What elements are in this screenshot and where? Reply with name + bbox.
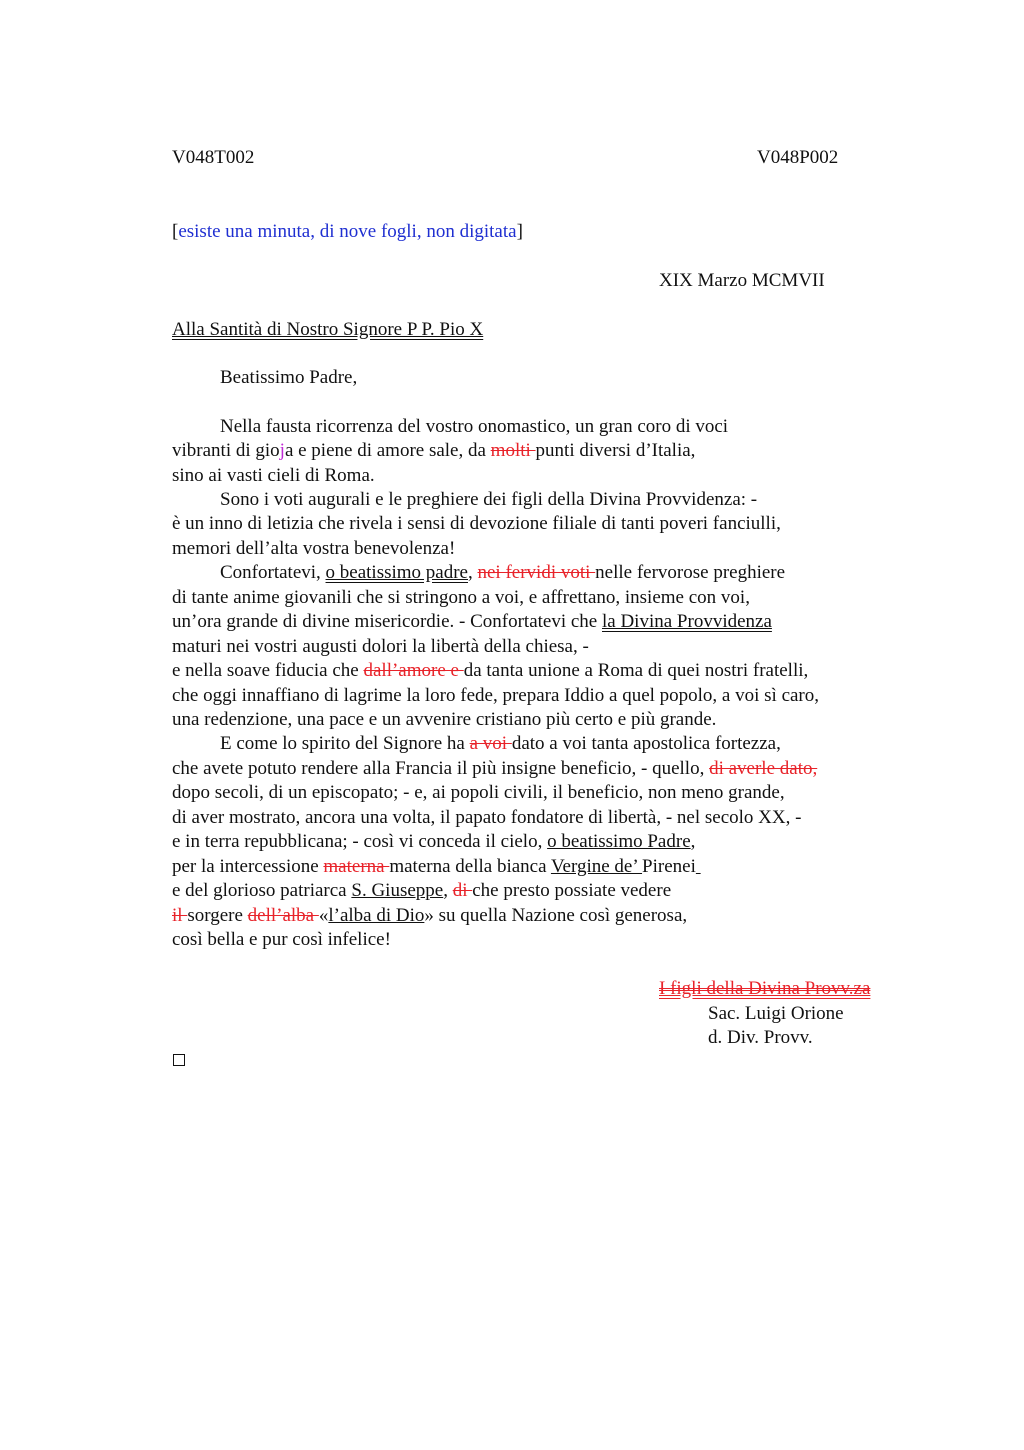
body-line: una redenzione, una pace e un avvenire cristiano più certo e più grande. xyxy=(172,709,717,730)
body-line xyxy=(220,732,781,756)
text-run: Pirenei xyxy=(642,856,696,877)
text-run: « xyxy=(318,905,329,926)
text-run: che presto possiate vedere xyxy=(472,880,672,901)
body-line: maturi nei vostri augusti dolori la libertà della chiesa, - xyxy=(172,636,589,657)
inserted-letter: j xyxy=(279,440,285,461)
struck-text: di averle dato, xyxy=(709,758,818,779)
struck-text: dell’alba xyxy=(247,905,319,926)
body-line: sino ai vasti cieli di Roma. xyxy=(172,465,375,486)
body-line: dopo secoli, di un episcopato; - e, ai popoli civili, il beneficio, non meno grande, xyxy=(172,782,785,803)
body-line xyxy=(172,879,671,903)
page-code-right: V048P002 xyxy=(757,147,839,168)
editorial-note xyxy=(172,220,523,244)
text-run: per la intercessione xyxy=(172,856,324,877)
body-line xyxy=(172,830,695,854)
body-line: di tante anime giovanili che si stringono a voi, e affrettano, insieme con voi, xyxy=(172,587,750,608)
body-line: Nella fausta ricorrenza del vostro onomastico, un gran coro di voci xyxy=(220,416,729,437)
note-text: esiste una minuta, di nove fogli, non digitata xyxy=(178,221,517,242)
note-bracket-open: [ xyxy=(172,221,179,242)
body-line xyxy=(172,659,808,683)
comma: , xyxy=(690,831,696,852)
body-line: Sono i voti augurali e le preghiere dei figli della Divina Provvidenza: - xyxy=(220,489,758,510)
underlined-text: o beatissimo Padre xyxy=(547,831,691,852)
struck-signature: I figli della Divina Provv.za xyxy=(659,978,871,999)
body-line xyxy=(172,610,772,634)
text-run: da tanta unione a Roma di quei nostri fratelli, xyxy=(463,660,809,681)
body-line xyxy=(172,855,701,879)
underlined-text: la Divina Provvidenza xyxy=(602,611,772,632)
struck-text: di xyxy=(452,880,473,901)
salutation: Beatissimo Padre, xyxy=(220,367,358,388)
body-line xyxy=(172,904,687,928)
text-run: , xyxy=(468,562,478,583)
body-line: è un inno di letizia che rivela i sensi di devozione filiale di tanti poveri fanciulli, xyxy=(172,513,781,534)
body-line: di aver mostrato, ancora una volta, il papato fondatore di libertà, - nel secolo XX, - xyxy=(172,807,802,828)
text-run: Confortatevi, xyxy=(220,562,326,583)
body-line: così bella e pur così infelice! xyxy=(172,929,391,950)
text-run: un’ora grande di divine misericordie. - Confortatevi che xyxy=(172,611,602,632)
text-run: e in terra repubblicana; - così vi conceda il cielo, xyxy=(172,831,548,852)
underlined-text: l’alba di Dio xyxy=(328,905,425,926)
text-run: E come lo spirito del Signore ha xyxy=(220,733,470,754)
checkbox-symbol xyxy=(173,1054,185,1066)
body-line: memori dell’alta vostra benevolenza! xyxy=(172,538,456,559)
text-run: dato a voi tanta apostolica fortezza, xyxy=(511,733,781,754)
text-run: punti diversi d’Italia, xyxy=(535,440,696,461)
underlined-text: o beatissimo padre xyxy=(325,562,468,583)
text-run: nelle fervorose preghiere xyxy=(595,562,786,583)
text-run: sorgere xyxy=(187,905,248,926)
text-run: e nella soave fiducia che xyxy=(172,660,364,681)
underlined-text: Vergine de’ xyxy=(550,856,643,877)
struck-text: materna xyxy=(323,856,390,877)
text-run: vibranti di gio xyxy=(172,440,280,461)
body-line xyxy=(172,439,695,463)
addressee: Alla Santità di Nostro Signore P P. Pio X xyxy=(172,319,484,340)
signature-name: Sac. Luigi Orione xyxy=(708,1003,844,1024)
page-code-left: V048T002 xyxy=(172,147,255,168)
text-run: che avete potuto rendere alla Francia il più insigne beneficio, - quello, xyxy=(172,758,710,779)
text-run: a e piene di amore sale, da xyxy=(284,440,491,461)
struck-text: molti xyxy=(490,440,536,461)
text-run: , xyxy=(443,880,453,901)
signature-title: d. Div. Provv. xyxy=(708,1027,813,1048)
struck-text: il xyxy=(172,905,188,926)
body-line xyxy=(220,561,785,585)
letter-date: XIX Marzo MCMVII xyxy=(659,270,825,291)
body-line: che oggi innaffiano di lagrime la loro fede, prepara Iddio a quel popolo, a voi sì caro, xyxy=(172,685,820,706)
text-run: e del glorioso patriarca xyxy=(172,880,352,901)
underlined-space xyxy=(696,856,701,877)
struck-text: a voi xyxy=(469,733,512,754)
struck-text: nei fervidi voti xyxy=(477,562,596,583)
body-line xyxy=(172,757,817,781)
underlined-text: S. Giuseppe xyxy=(351,880,444,901)
text-run: materna della bianca xyxy=(389,856,551,877)
text-run: » su quella Nazione così generosa, xyxy=(424,905,688,926)
struck-text: dall’amore e xyxy=(363,660,464,681)
note-bracket-close: ] xyxy=(516,221,523,242)
